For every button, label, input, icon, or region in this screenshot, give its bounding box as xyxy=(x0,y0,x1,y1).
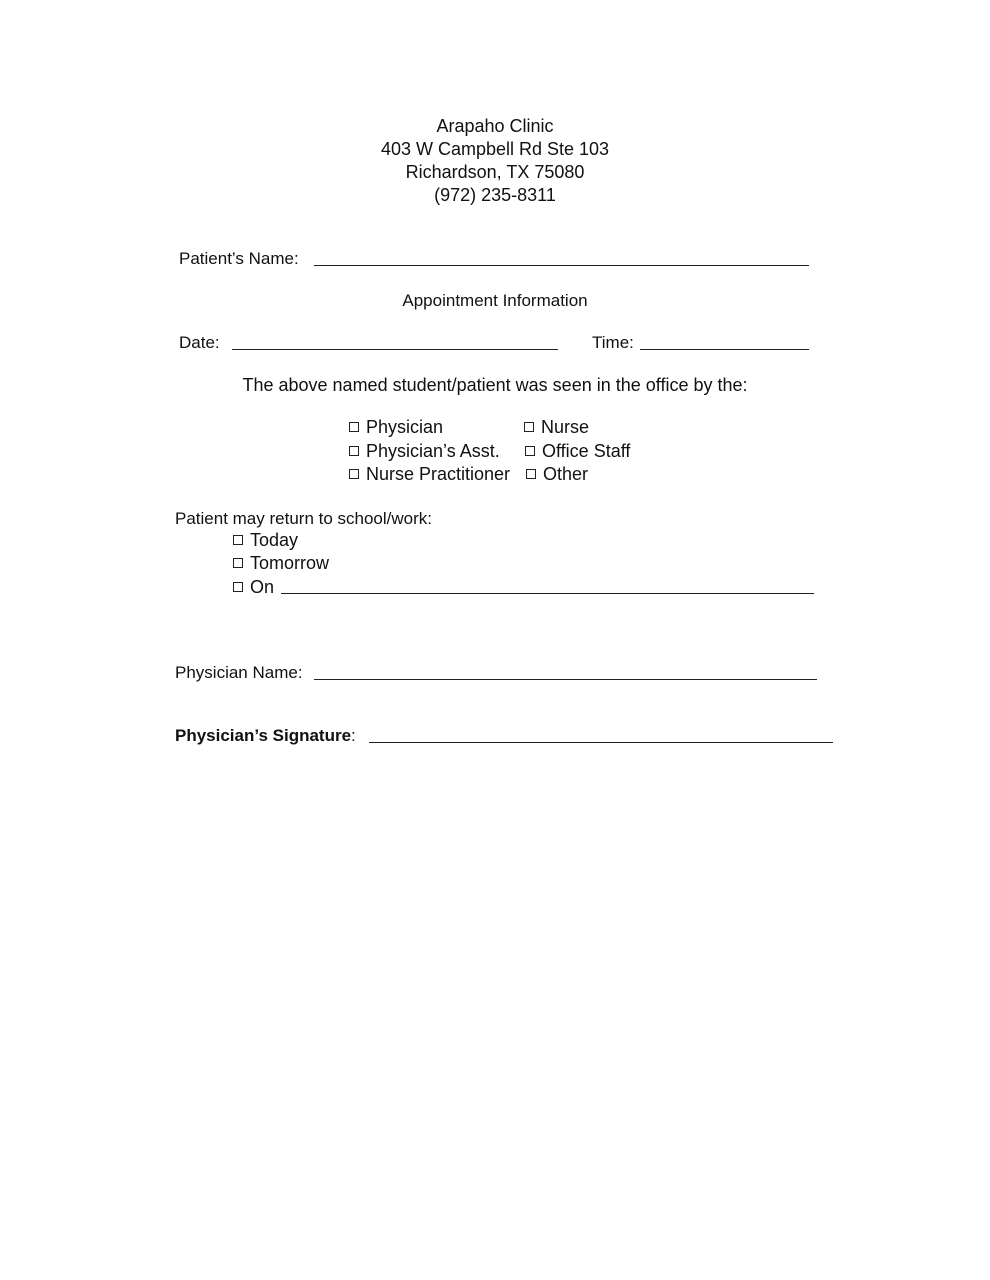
patient-name-label: Patient’s Name: xyxy=(179,249,299,268)
physician-name-field[interactable] xyxy=(314,679,817,680)
checkbox-icon[interactable] xyxy=(526,469,536,479)
clinic-phone: (972) 235-8311 xyxy=(434,185,556,205)
option-label: Nurse xyxy=(541,417,590,437)
seen-by-option-other[interactable] xyxy=(526,464,588,485)
checkbox-icon[interactable] xyxy=(349,446,359,456)
physician-signature-label-group xyxy=(175,726,356,746)
physician-signature-label: Physician’s Signature xyxy=(175,726,352,745)
seen-by-option-nurse[interactable] xyxy=(524,417,589,438)
option-label: Office Staff xyxy=(542,441,631,461)
appointment-section-title: Appointment Information xyxy=(402,291,588,310)
return-option-tomorrow[interactable] xyxy=(233,553,329,574)
patient-name-field[interactable] xyxy=(314,265,809,266)
clinic-name: Arapaho Clinic xyxy=(436,116,554,136)
option-label: Nurse Practitioner xyxy=(366,464,511,484)
checkbox-icon[interactable] xyxy=(233,558,243,568)
option-label: Physician’s Asst. xyxy=(366,441,500,461)
time-label: Time: xyxy=(592,333,634,352)
physician-signature-field[interactable] xyxy=(369,742,833,743)
seen-by-statement: The above named student/patient was seen in the office by the: xyxy=(242,375,748,395)
checkbox-icon[interactable] xyxy=(525,446,535,456)
checkbox-icon[interactable] xyxy=(349,469,359,479)
date-label: Date: xyxy=(179,333,220,352)
option-label: Today xyxy=(250,530,299,550)
option-label: Other xyxy=(543,464,589,484)
physician-signature-colon: : xyxy=(351,726,356,745)
seen-by-option-physician[interactable] xyxy=(349,417,443,438)
return-option-on[interactable] xyxy=(233,577,274,598)
checkbox-icon[interactable] xyxy=(349,422,359,432)
return-on-date-field[interactable] xyxy=(281,593,814,594)
seen-by-option-office-staff[interactable] xyxy=(525,441,630,462)
clinic-address-line2: Richardson, TX 75080 xyxy=(405,162,585,182)
option-label: On xyxy=(250,577,275,597)
option-label: Tomorrow xyxy=(250,553,330,573)
option-label: Physician xyxy=(366,417,444,437)
date-field[interactable] xyxy=(232,349,558,350)
return-label: Patient may return to school/work: xyxy=(175,509,433,528)
physician-name-label: Physician Name: xyxy=(175,663,303,682)
seen-by-option-nurse-practitioner[interactable] xyxy=(349,464,510,485)
checkbox-icon[interactable] xyxy=(233,535,243,545)
checkbox-icon[interactable] xyxy=(524,422,534,432)
return-option-today[interactable] xyxy=(233,530,298,551)
seen-by-option-physicians-asst[interactable] xyxy=(349,441,500,462)
time-field[interactable] xyxy=(640,349,809,350)
clinic-address-line1: 403 W Campbell Rd Ste 103 xyxy=(380,139,610,159)
checkbox-icon[interactable] xyxy=(233,582,243,592)
